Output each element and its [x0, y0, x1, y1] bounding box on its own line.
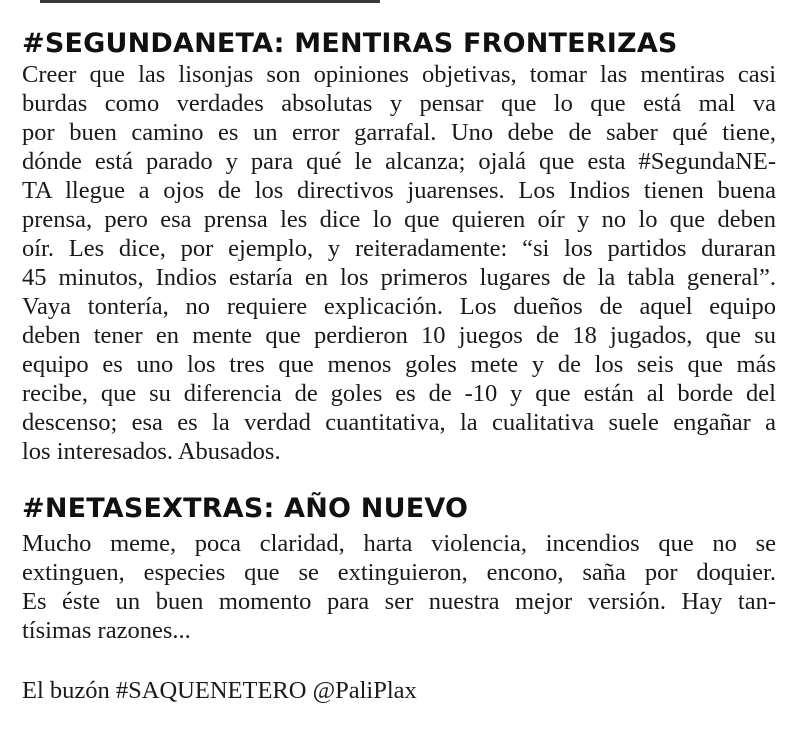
section1-line-10: deben tener en mente que perdieron 10 juegos de 18 jugados, que su — [22, 322, 776, 349]
section2-line-2: extinguen, especies que se extinguieron, encono, saña por doquier. — [22, 559, 776, 586]
top-rule-divider — [40, 0, 380, 3]
section1-line-3: por buen camino es un error garrafal. Uno debe de saber qué tiene, — [22, 119, 776, 146]
section-heading-segundaneta: #SEGUNDANETA: MENTIRAS FRONTERIZAS — [22, 28, 678, 59]
section1-line-2: burdas como verdades absolutas y pensar que lo que está mal va — [22, 90, 776, 117]
section2-line-3: Es éste un buen momento para ser nuestra mejor versión. Hay tan- — [22, 588, 776, 615]
section2-line-4: tísimas razones... — [22, 617, 191, 644]
section1-line-6: prensa, pero esa prensa les dice lo que quieren oír y no lo que deben — [22, 206, 776, 233]
section1-line-1: Creer que las lisonjas son opiniones objetivas, tomar las mentiras casi — [22, 61, 776, 88]
section-heading-netasextras: #NETASEXTRAS: AÑO NUEVO — [22, 493, 469, 524]
section1-line-9: Vaya tontería, no requiere explicación. Los dueños de aquel equipo — [22, 293, 776, 320]
section1-line-8: 45 minutos, Indios estaría en los primeros lugares de la tabla general”. — [22, 264, 776, 291]
section1-line-12: recibe, que su diferencia de goles es de -10 y que están al borde del — [22, 380, 776, 407]
section1-line-7: oír. Les dice, por ejemplo, y reiteradamente: “si los partidos duraran — [22, 235, 776, 262]
footer-mailbox-line: El buzón #SAQUENETERO @PaliPlax — [22, 677, 417, 704]
section1-line-13: descenso; esa es la verdad cuantitativa, la cualitativa suele engañar a — [22, 409, 776, 436]
section2-line-1: Mucho meme, poca claridad, harta violencia, incendios que no se — [22, 530, 776, 557]
section1-line-5: TA llegue a ojos de los directivos juarenses. Los Indios tienen buena — [22, 177, 776, 204]
section1-line-14: los interesados. Abusados. — [22, 438, 281, 465]
section1-line-4: dónde está parado y para qué le alcanza; ojalá que esta #SegundaNE- — [22, 148, 776, 175]
section1-line-11: equipo es uno los tres que menos goles mete y de los seis que más — [22, 351, 776, 378]
